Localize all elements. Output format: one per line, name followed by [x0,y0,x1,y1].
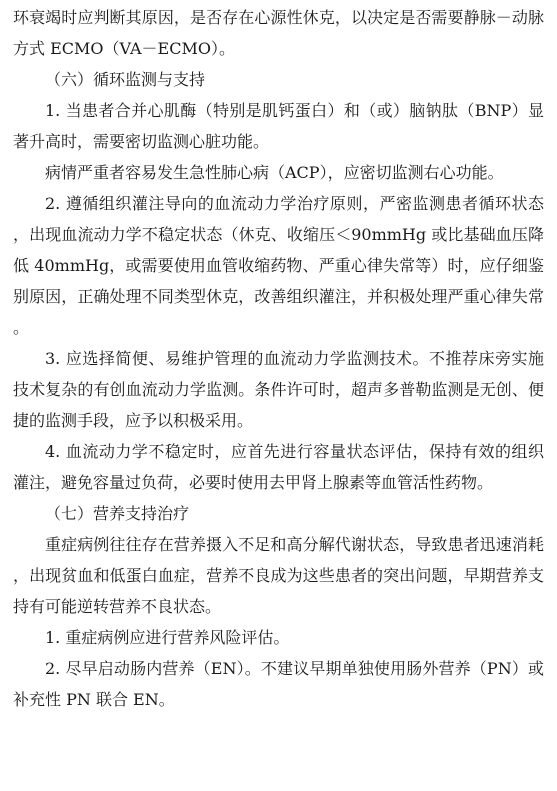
body-paragraph: 1. 当患者合并心肌酶（特别是肌钙蛋白）和（或）脑钠肽（BNP）显著升高时，需要密切监测心脏功能。 [13,101,544,151]
body-paragraph: 重症病例往往存在营养摄入不足和高分解代谢状态，导致患者迅速消耗，出现贫血和低蛋白血症，营养不良成为这些患者的突出问题，早期营养支持有可能逆转营养不良状态。 [13,535,544,616]
body-paragraph: 病情严重者容易发生急性肺心病（ACP），应密切监测右心功能。 [45,163,504,182]
body-paragraph: 3. 应选择简便、易维护管理的血流动力学监测技术。不推荐床旁实施技术复杂的有创血流动力学监测。条件许可时，超声多普勒监测是无创、便捷的监测手段，应予以积极采用。 [13,349,544,430]
body-paragraph: 1. 重症病例应进行营养风险评估。 [45,628,290,647]
body-paragraph: 环衰竭时应判断其原因，是否存在心源性休克，以决定是否需要静脉－动脉方式 ECMO（VA－ECMO）。 [13,8,544,58]
body-paragraph: 2. 尽早启动肠内营养（EN）。不建议早期单独使用肠外营养（PN）或补充性 PN 联合 EN。 [13,659,544,709]
section-heading-circulation: （六）循环监测与支持 [45,70,206,89]
section-heading-nutrition: （七）营养支持治疗 [45,504,190,523]
body-paragraph: 2. 遵循组织灌注导向的血流动力学治疗原则，严密监测患者循环状态，出现血流动力学不稳定状态（休克、收缩压＜90mmHg 或比基础血压降低 40mmHg，或需要使用血管收缩药物、严重心律失常等）时，应仔细鉴别原因，正确处理不同类型休克，改善组织灌注，并积极处理严重心律失常。 [13,194,544,337]
body-paragraph: 4. 血流动力学不稳定时，应首先进行容量状态评估，保持有效的组织灌注，避免容量过负荷，必要时使用去甲肾上腺素等血管活性药物。 [13,442,544,492]
